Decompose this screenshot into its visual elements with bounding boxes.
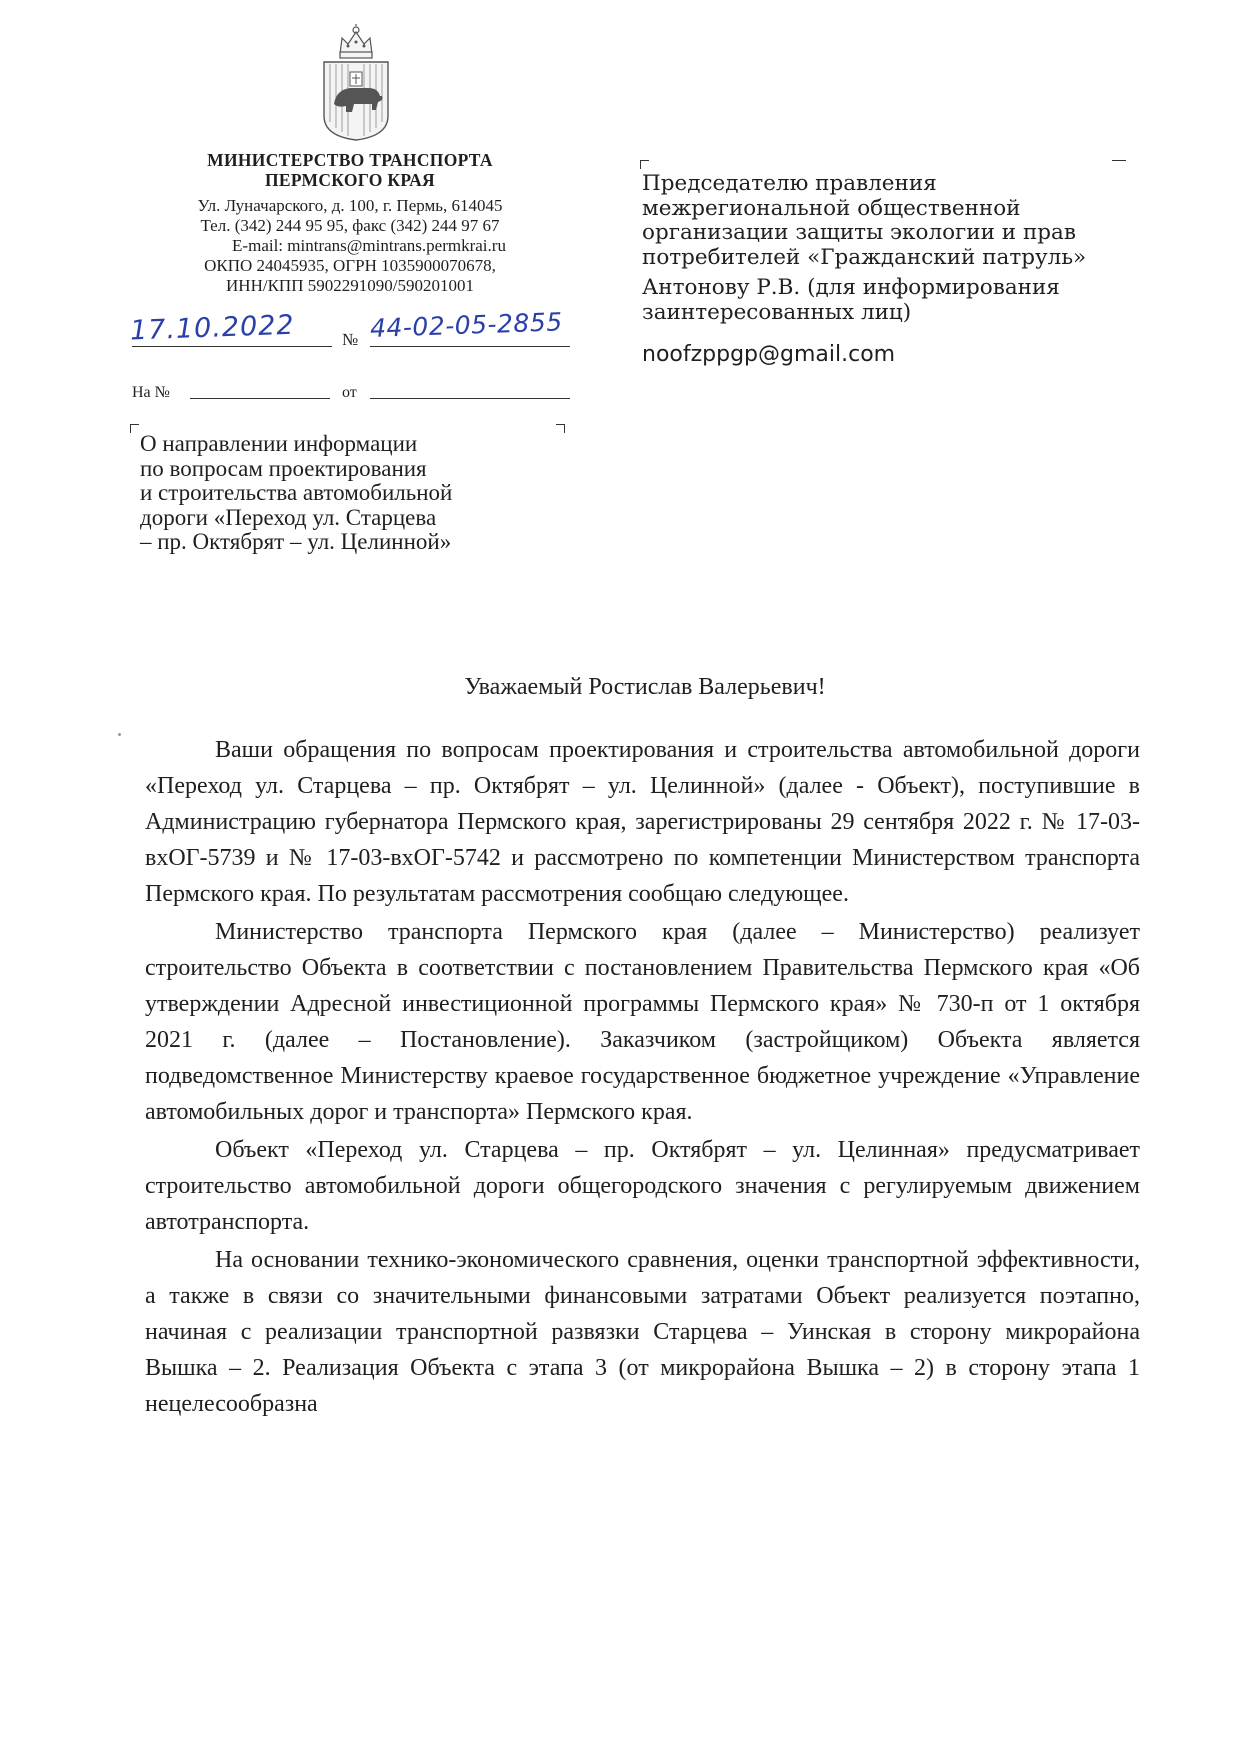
ministry-address: Ул. Луначарского, д. 100, г. Пермь, 614045 bbox=[197, 196, 503, 215]
addressee-block bbox=[642, 172, 1162, 325]
registration-number-underline bbox=[370, 346, 570, 347]
ministry-email: E-mail: mintrans@mintrans.permkrai.ru bbox=[232, 236, 506, 255]
addressee-line: Председателю правления bbox=[642, 171, 937, 196]
body-paragraph: На основании технико-экономического сравнения, оценки транспортной эффективности, а также в связи со значительными финансовыми затратами Объект реализуется поэтапно, начиная с реализации транспортной развязки Старцева – Уинская в сторону микрорайона Вышка – 2. Реализация Объекта с этапа 3 (от микрорайона Вышка – 2) в сторону этапа 1 нецелесообразна bbox=[145, 1247, 1140, 1417]
perm-krai-coat-of-arms-icon bbox=[318, 24, 394, 142]
reference-from-label: от bbox=[342, 384, 357, 401]
registration-row bbox=[129, 307, 570, 352]
addressee-line: межрегиональной общественной bbox=[642, 195, 1021, 221]
ministry-name-line2: ПЕРМСКОГО КРАЯ bbox=[265, 170, 435, 190]
reference-from-underline bbox=[370, 398, 570, 399]
registration-date: 17.10.2022 bbox=[129, 309, 296, 347]
ministry-name-line1: МИНИСТЕРСТВО ТРАНСПОРТА bbox=[207, 150, 493, 170]
registration-number: 44-02-05-2855 bbox=[369, 307, 564, 344]
subject-line: дороги «Переход ул. Старцева bbox=[140, 504, 437, 530]
subject-line: по вопросам проектирования bbox=[140, 455, 427, 481]
ministry-header bbox=[130, 150, 570, 296]
subject-corner-left bbox=[130, 424, 139, 433]
subject-line: – пр. Октябрят – ул. Целинной» bbox=[140, 529, 452, 554]
addressee-line: потребителей «Гражданский патруль» bbox=[642, 244, 1087, 270]
ministry-phone: Тел. (342) 244 95 95, факс (342) 244 97 67 bbox=[200, 216, 500, 235]
subject-line: О направлении информации bbox=[140, 431, 418, 456]
letter-body bbox=[145, 732, 1140, 1422]
addressee-line: Антонову Р.В. (для информирования bbox=[642, 275, 1060, 300]
letter-subject bbox=[140, 432, 580, 555]
ministry-okpo: ОКПО 24045935, ОГРН 1035900070678, bbox=[204, 256, 496, 275]
reference-number-underline bbox=[190, 398, 330, 399]
body-paragraph: Министерство транспорта Пермского края (далее – Министерство) реализует строительство Объекта в соответствии с постановлением Правительства Пермского края «Об утверждении Адресной инвестиционной программы Пермского края» № 730-п от 1 октября 2021 г. (далее – Постановление). Заказчиком (застройщиком) Объекта является подведомственное Министерству краевое государственное бюджетное учреждение «Управление автомобильных дорог и транспорта» Пермского края. bbox=[145, 919, 1140, 1125]
addressee-line: организации защиты экологии и прав bbox=[642, 220, 1076, 245]
ministry-inn: ИНН/КПП 5902291090/590201001 bbox=[226, 276, 474, 295]
reference-row bbox=[130, 384, 570, 408]
addressee-corner-left bbox=[640, 160, 649, 169]
registration-date-underline bbox=[132, 346, 332, 347]
registration-number-label: № bbox=[342, 330, 359, 349]
addressee-line: заинтересованных лиц) bbox=[642, 299, 912, 325]
body-paragraph: Объект «Переход ул. Старцева – пр. Октябрят – ул. Целинная» предусматривает строительство автомобильной дороги общегородского значения с регулируемым движением автотранспорта. bbox=[145, 1137, 1140, 1235]
addressee-email: noofzppgp@gmail.com bbox=[642, 342, 896, 367]
addressee-corner-right bbox=[1112, 160, 1126, 161]
subject-line: и строительства автомобильной bbox=[140, 480, 453, 505]
reference-number-label: На № bbox=[132, 384, 170, 401]
scan-speck bbox=[118, 733, 121, 736]
body-paragraph: Ваши обращения по вопросам проектирования и строительства автомобильной дороги «Переход ул. Старцева – пр. Октябрят – ул. Целинной» (далее - Объект), поступившие в Администрацию губернатора Пермского края, зарегистрированы 29 сентября 2022 г. № 17-03-вхОГ-5739 и № 17-03-вхОГ-5742 и рассмотрено по компетенции Министерством транспорта Пермского края. По результатам рассмотрения сообщаю следующее. bbox=[145, 737, 1140, 907]
salutation: Уважаемый Ростислав Валерьевич! bbox=[464, 674, 826, 700]
